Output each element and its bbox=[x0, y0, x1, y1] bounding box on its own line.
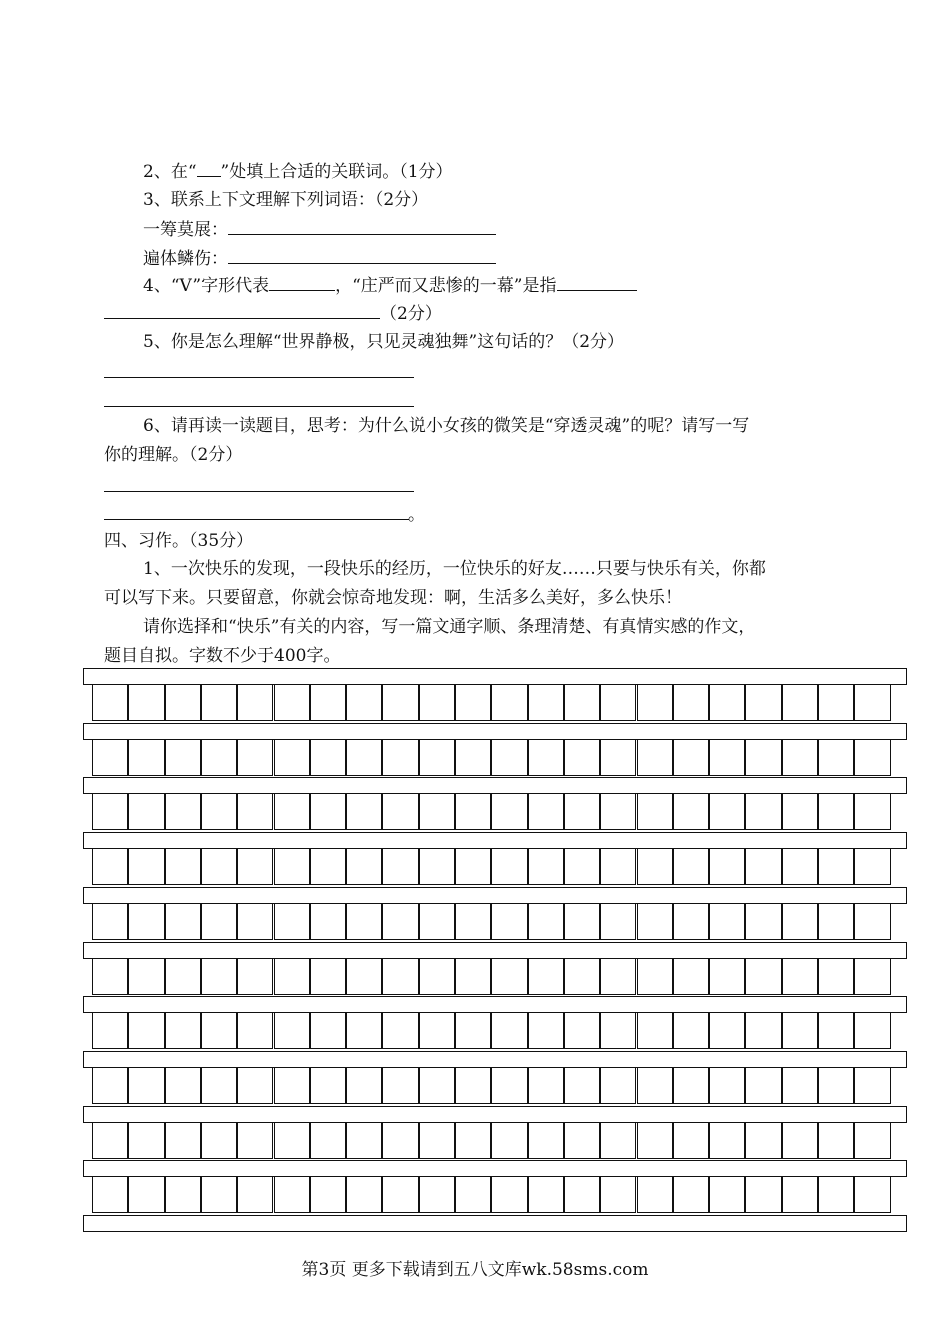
q6-answer-line-1[interactable] bbox=[104, 491, 414, 492]
grid-cell[interactable] bbox=[165, 958, 201, 995]
grid-cell[interactable] bbox=[346, 793, 382, 830]
grid-cell[interactable] bbox=[201, 903, 237, 940]
grid-cell[interactable] bbox=[237, 958, 273, 995]
grid-cell[interactable] bbox=[600, 1067, 636, 1104]
grid-cell[interactable] bbox=[274, 1122, 310, 1159]
grid-cell[interactable] bbox=[600, 684, 636, 721]
grid-cell[interactable] bbox=[382, 1067, 418, 1104]
grid-cell[interactable] bbox=[564, 903, 600, 940]
grid-cell[interactable] bbox=[745, 1067, 781, 1104]
grid-cell[interactable] bbox=[92, 903, 128, 940]
grid-cell[interactable] bbox=[637, 1122, 673, 1159]
grid-cell[interactable] bbox=[382, 739, 418, 776]
grid-cell[interactable] bbox=[455, 1122, 491, 1159]
grid-cell[interactable] bbox=[419, 684, 455, 721]
page-footer: 第3页 更多下载请到五八文库wk.58sms.com bbox=[301, 1260, 649, 1280]
grid-cell[interactable] bbox=[782, 793, 818, 830]
grid-cell[interactable] bbox=[782, 739, 818, 776]
grid-cell[interactable] bbox=[165, 1067, 201, 1104]
grid-spacer-band bbox=[83, 1106, 907, 1123]
grid-cell[interactable] bbox=[92, 793, 128, 830]
grid-cell[interactable] bbox=[491, 903, 527, 940]
grid-cell[interactable] bbox=[854, 793, 890, 830]
grid-cell[interactable] bbox=[310, 684, 346, 721]
grid-cell[interactable] bbox=[491, 1176, 527, 1213]
question-6-line-1: 6、请再读一读题目，思考：为什么说小女孩的微笑是“穿透灵魂”的呢？请写一写 bbox=[143, 416, 750, 436]
grid-cell[interactable] bbox=[637, 1067, 673, 1104]
grid-cell[interactable] bbox=[818, 739, 854, 776]
grid-cell[interactable] bbox=[419, 1122, 455, 1159]
grid-cell[interactable] bbox=[310, 1012, 346, 1049]
grid-cell[interactable] bbox=[382, 958, 418, 995]
grid-cell[interactable] bbox=[92, 1122, 128, 1159]
grid-cell[interactable] bbox=[528, 1067, 564, 1104]
grid-cell[interactable] bbox=[274, 739, 310, 776]
grid-cell[interactable] bbox=[600, 1176, 636, 1213]
grid-cell[interactable] bbox=[673, 793, 709, 830]
grid-cell[interactable] bbox=[491, 1067, 527, 1104]
grid-cell[interactable] bbox=[637, 848, 673, 885]
grid-cell[interactable] bbox=[310, 1122, 346, 1159]
grid-spacer-band bbox=[83, 1160, 907, 1177]
grid-cell[interactable] bbox=[128, 739, 164, 776]
grid-cell[interactable] bbox=[491, 684, 527, 721]
grid-cell[interactable] bbox=[637, 903, 673, 940]
grid-cell[interactable] bbox=[745, 848, 781, 885]
grid-cell[interactable] bbox=[528, 1012, 564, 1049]
grid-cell[interactable] bbox=[455, 958, 491, 995]
grid-cell[interactable] bbox=[382, 793, 418, 830]
grid-cell[interactable] bbox=[92, 739, 128, 776]
grid-cell[interactable] bbox=[382, 848, 418, 885]
grid-cell[interactable] bbox=[128, 793, 164, 830]
grid-cell[interactable] bbox=[346, 1176, 382, 1213]
grid-cell[interactable] bbox=[782, 1176, 818, 1213]
grid-cell[interactable] bbox=[854, 739, 890, 776]
grid-cell[interactable] bbox=[564, 739, 600, 776]
grid-cell[interactable] bbox=[128, 1012, 164, 1049]
grid-cell[interactable] bbox=[782, 848, 818, 885]
grid-cell[interactable] bbox=[818, 958, 854, 995]
q2-blank[interactable] bbox=[197, 160, 221, 177]
section-4-p1-line1: 1、一次快乐的发现，一段快乐的经历，一位快乐的好友……只要与快乐有关，你都 bbox=[143, 559, 766, 579]
grid-cell[interactable] bbox=[419, 1176, 455, 1213]
grid-cell[interactable] bbox=[310, 793, 346, 830]
grid-cell[interactable] bbox=[745, 958, 781, 995]
grid-cell[interactable] bbox=[274, 903, 310, 940]
grid-cell[interactable] bbox=[237, 793, 273, 830]
grid-cell[interactable] bbox=[455, 1176, 491, 1213]
grid-cell[interactable] bbox=[165, 739, 201, 776]
grid-cell[interactable] bbox=[818, 903, 854, 940]
grid-cell[interactable] bbox=[854, 1012, 890, 1049]
grid-cell[interactable] bbox=[92, 1012, 128, 1049]
grid-cell[interactable] bbox=[564, 958, 600, 995]
grid-cell[interactable] bbox=[346, 848, 382, 885]
grid-cell[interactable] bbox=[165, 793, 201, 830]
grid-cell[interactable] bbox=[274, 1176, 310, 1213]
grid-cell[interactable] bbox=[854, 1122, 890, 1159]
q2-suffix: ”处填上合适的关联词。（1分） bbox=[220, 162, 453, 182]
grid-cell[interactable] bbox=[491, 793, 527, 830]
q3-word-2 bbox=[143, 247, 496, 270]
q4-part1: 4、“V”字形代表 bbox=[143, 276, 270, 296]
grid-cell[interactable] bbox=[237, 1122, 273, 1159]
question-6-line-2: 你的理解。（2分） bbox=[104, 445, 243, 465]
grid-cell[interactable] bbox=[528, 1122, 564, 1159]
grid-cell[interactable] bbox=[600, 1122, 636, 1159]
grid-spacer-band bbox=[83, 668, 907, 685]
grid-cell[interactable] bbox=[709, 958, 745, 995]
grid-cell[interactable] bbox=[782, 684, 818, 721]
grid-cell[interactable] bbox=[346, 1067, 382, 1104]
grid-cell[interactable] bbox=[673, 684, 709, 721]
grid-cell[interactable] bbox=[92, 684, 128, 721]
grid-cell[interactable] bbox=[564, 793, 600, 830]
grid-cell[interactable] bbox=[165, 848, 201, 885]
q4-blank-1[interactable] bbox=[269, 274, 335, 291]
grid-cell[interactable] bbox=[564, 684, 600, 721]
grid-cell[interactable] bbox=[854, 1176, 890, 1213]
grid-cell[interactable] bbox=[382, 1176, 418, 1213]
q3-word-2-label: 遍体鳞伤： bbox=[143, 249, 228, 269]
q4-part2: ，“庄严而又悲惨的一幕”是指 bbox=[335, 276, 557, 296]
grid-cell[interactable] bbox=[528, 739, 564, 776]
grid-cell[interactable] bbox=[310, 739, 346, 776]
grid-cell[interactable] bbox=[673, 958, 709, 995]
grid-cell[interactable] bbox=[310, 958, 346, 995]
grid-cell[interactable] bbox=[419, 848, 455, 885]
grid-cell[interactable] bbox=[600, 848, 636, 885]
grid-cell[interactable] bbox=[564, 1067, 600, 1104]
grid-cell[interactable] bbox=[782, 1122, 818, 1159]
grid-cell[interactable] bbox=[310, 848, 346, 885]
grid-cell[interactable] bbox=[782, 958, 818, 995]
grid-cell[interactable] bbox=[818, 684, 854, 721]
grid-cell[interactable] bbox=[274, 1012, 310, 1049]
grid-cell[interactable] bbox=[274, 684, 310, 721]
section-4-p2-line1: 请你选择和“快乐”有关的内容，写一篇文通字顺、条理清楚、有真情实感的作文， bbox=[143, 617, 756, 637]
question-2 bbox=[143, 160, 453, 183]
grid-cell[interactable] bbox=[237, 684, 273, 721]
grid-cell[interactable] bbox=[745, 1122, 781, 1159]
question-3-title: 3、联系上下文理解下列词语：（2分） bbox=[143, 190, 429, 210]
q3-word-1 bbox=[143, 218, 496, 241]
q4-score: （2分） bbox=[380, 304, 442, 324]
grid-cell[interactable] bbox=[600, 793, 636, 830]
grid-cell[interactable] bbox=[382, 1012, 418, 1049]
grid-cell[interactable] bbox=[600, 958, 636, 995]
grid-cell[interactable] bbox=[491, 1012, 527, 1049]
q2-prefix: 2、在“ bbox=[143, 162, 197, 182]
grid-cell[interactable] bbox=[165, 1176, 201, 1213]
grid-cell[interactable] bbox=[455, 1012, 491, 1049]
grid-cell[interactable] bbox=[382, 1122, 418, 1159]
grid-cell[interactable] bbox=[128, 958, 164, 995]
grid-cell[interactable] bbox=[745, 1012, 781, 1049]
grid-cell[interactable] bbox=[491, 739, 527, 776]
grid-cell[interactable] bbox=[201, 793, 237, 830]
section-4-title: 四、习作。（35分） bbox=[104, 531, 254, 551]
grid-cell[interactable] bbox=[673, 848, 709, 885]
question-4 bbox=[143, 274, 637, 297]
grid-spacer-band bbox=[83, 832, 907, 849]
grid-cell[interactable] bbox=[310, 1176, 346, 1213]
grid-cell[interactable] bbox=[237, 739, 273, 776]
grid-cell[interactable] bbox=[237, 1176, 273, 1213]
grid-cell[interactable] bbox=[673, 1067, 709, 1104]
grid-cell[interactable] bbox=[637, 958, 673, 995]
grid-cell[interactable] bbox=[673, 1122, 709, 1159]
question-5: 5、你是怎么理解“世界静极，只见灵魂独舞”这句话的？（2分） bbox=[143, 332, 625, 352]
grid-cell[interactable] bbox=[346, 903, 382, 940]
q5-answer-line-2[interactable] bbox=[104, 406, 414, 407]
q4-blank-3[interactable] bbox=[104, 302, 380, 319]
grid-cell[interactable] bbox=[600, 903, 636, 940]
grid-cell[interactable] bbox=[201, 684, 237, 721]
grid-cell[interactable] bbox=[854, 848, 890, 885]
grid-cell[interactable] bbox=[419, 1012, 455, 1049]
grid-cell[interactable] bbox=[637, 684, 673, 721]
grid-cell[interactable] bbox=[818, 1012, 854, 1049]
grid-cell[interactable] bbox=[165, 1122, 201, 1159]
grid-cell[interactable] bbox=[528, 793, 564, 830]
grid-cell[interactable] bbox=[491, 1122, 527, 1159]
grid-cell[interactable] bbox=[782, 1012, 818, 1049]
q6-end-mark: 。 bbox=[408, 505, 425, 525]
grid-spacer-band bbox=[83, 1051, 907, 1068]
grid-cell[interactable] bbox=[782, 903, 818, 940]
grid-cell[interactable] bbox=[346, 1122, 382, 1159]
grid-cell[interactable] bbox=[600, 739, 636, 776]
grid-cell[interactable] bbox=[709, 1012, 745, 1049]
grid-cell[interactable] bbox=[528, 1176, 564, 1213]
grid-cell[interactable] bbox=[818, 1176, 854, 1213]
grid-cell[interactable] bbox=[564, 1122, 600, 1159]
grid-cell[interactable] bbox=[491, 958, 527, 995]
grid-cell[interactable] bbox=[818, 1122, 854, 1159]
grid-cell[interactable] bbox=[673, 739, 709, 776]
grid-cell[interactable] bbox=[637, 739, 673, 776]
grid-cell[interactable] bbox=[745, 793, 781, 830]
grid-cell[interactable] bbox=[637, 1176, 673, 1213]
grid-cell[interactable] bbox=[455, 1067, 491, 1104]
section-4-p2-line2: 题目自拟。字数不少于400字。 bbox=[104, 646, 341, 666]
grid-spacer-band bbox=[83, 942, 907, 959]
grid-cell[interactable] bbox=[201, 848, 237, 885]
grid-cell[interactable] bbox=[346, 739, 382, 776]
grid-cell[interactable] bbox=[128, 1176, 164, 1213]
grid-cell[interactable] bbox=[165, 684, 201, 721]
q3-word-2-blank[interactable] bbox=[228, 247, 496, 264]
grid-cell[interactable] bbox=[637, 793, 673, 830]
grid-spacer-band bbox=[83, 996, 907, 1013]
grid-cell[interactable] bbox=[128, 848, 164, 885]
grid-cell[interactable] bbox=[201, 1122, 237, 1159]
grid-cell[interactable] bbox=[201, 958, 237, 995]
grid-cell[interactable] bbox=[745, 684, 781, 721]
grid-spacer-band bbox=[83, 887, 907, 904]
grid-spacer-band bbox=[83, 777, 907, 794]
q4-blank-2[interactable] bbox=[557, 274, 637, 291]
q6-answer-line-2[interactable] bbox=[104, 519, 409, 520]
grid-cell[interactable] bbox=[274, 848, 310, 885]
grid-cell[interactable] bbox=[201, 1176, 237, 1213]
grid-cell[interactable] bbox=[673, 1176, 709, 1213]
grid-cell[interactable] bbox=[419, 1067, 455, 1104]
grid-cell[interactable] bbox=[201, 1067, 237, 1104]
grid-cell[interactable] bbox=[128, 1122, 164, 1159]
grid-cell[interactable] bbox=[165, 1012, 201, 1049]
grid-cell[interactable] bbox=[92, 958, 128, 995]
grid-cell[interactable] bbox=[709, 1067, 745, 1104]
grid-cell[interactable] bbox=[128, 1067, 164, 1104]
grid-cell[interactable] bbox=[92, 1176, 128, 1213]
grid-cell[interactable] bbox=[854, 903, 890, 940]
grid-cell[interactable] bbox=[419, 903, 455, 940]
grid-cell[interactable] bbox=[237, 1012, 273, 1049]
q3-word-1-blank[interactable] bbox=[228, 218, 496, 235]
grid-cell[interactable] bbox=[92, 1067, 128, 1104]
grid-cell[interactable] bbox=[709, 793, 745, 830]
grid-cell[interactable] bbox=[92, 848, 128, 885]
grid-cell[interactable] bbox=[528, 848, 564, 885]
grid-cell[interactable] bbox=[673, 1012, 709, 1049]
grid-cell[interactable] bbox=[818, 848, 854, 885]
grid-cell[interactable] bbox=[709, 903, 745, 940]
grid-cell[interactable] bbox=[564, 848, 600, 885]
grid-cell[interactable] bbox=[274, 793, 310, 830]
grid-cell[interactable] bbox=[854, 1067, 890, 1104]
grid-spacer-band bbox=[83, 723, 907, 740]
grid-cell[interactable] bbox=[201, 739, 237, 776]
grid-cell[interactable] bbox=[709, 1122, 745, 1159]
grid-cell[interactable] bbox=[455, 848, 491, 885]
grid-cell[interactable] bbox=[637, 1012, 673, 1049]
grid-cell[interactable] bbox=[673, 903, 709, 940]
grid-cell[interactable] bbox=[346, 958, 382, 995]
q3-word-1-label: 一筹莫展： bbox=[143, 220, 228, 240]
grid-cell[interactable] bbox=[274, 1067, 310, 1104]
grid-cell[interactable] bbox=[600, 1012, 636, 1049]
grid-cell[interactable] bbox=[382, 684, 418, 721]
grid-spacer-band bbox=[83, 1215, 907, 1232]
grid-cell[interactable] bbox=[419, 793, 455, 830]
grid-cell[interactable] bbox=[165, 903, 201, 940]
grid-cell[interactable] bbox=[854, 684, 890, 721]
question-4-cont bbox=[104, 302, 442, 325]
grid-cell[interactable] bbox=[310, 1067, 346, 1104]
grid-cell[interactable] bbox=[709, 848, 745, 885]
grid-cell[interactable] bbox=[346, 1012, 382, 1049]
grid-cell[interactable] bbox=[346, 684, 382, 721]
q5-answer-line-1[interactable] bbox=[104, 377, 414, 378]
grid-cell[interactable] bbox=[310, 903, 346, 940]
grid-cell[interactable] bbox=[528, 903, 564, 940]
grid-cell[interactable] bbox=[419, 739, 455, 776]
grid-cell[interactable] bbox=[274, 958, 310, 995]
grid-cell[interactable] bbox=[818, 793, 854, 830]
grid-cell[interactable] bbox=[201, 1012, 237, 1049]
grid-cell[interactable] bbox=[709, 1176, 745, 1213]
grid-cell[interactable] bbox=[455, 793, 491, 830]
grid-cell[interactable] bbox=[818, 1067, 854, 1104]
grid-cell[interactable] bbox=[419, 958, 455, 995]
grid-cell[interactable] bbox=[745, 1176, 781, 1213]
grid-cell[interactable] bbox=[455, 739, 491, 776]
grid-cell[interactable] bbox=[128, 684, 164, 721]
grid-cell[interactable] bbox=[745, 903, 781, 940]
section-4-p1-line2: 可以写下来。只要留意，你就会惊奇地发现：啊，生活多么美好，多么快乐！ bbox=[104, 588, 682, 608]
grid-cell[interactable] bbox=[237, 848, 273, 885]
grid-cell[interactable] bbox=[745, 739, 781, 776]
grid-cell[interactable] bbox=[237, 1067, 273, 1104]
grid-cell[interactable] bbox=[128, 903, 164, 940]
grid-cell[interactable] bbox=[455, 684, 491, 721]
grid-cell[interactable] bbox=[709, 684, 745, 721]
grid-cell[interactable] bbox=[528, 684, 564, 721]
grid-cell[interactable] bbox=[782, 1067, 818, 1104]
grid-cell[interactable] bbox=[382, 903, 418, 940]
grid-cell[interactable] bbox=[528, 958, 564, 995]
grid-cell[interactable] bbox=[237, 903, 273, 940]
grid-cell[interactable] bbox=[709, 739, 745, 776]
grid-cell[interactable] bbox=[854, 958, 890, 995]
grid-cell[interactable] bbox=[455, 903, 491, 940]
grid-cell[interactable] bbox=[491, 848, 527, 885]
grid-cell[interactable] bbox=[564, 1176, 600, 1213]
grid-cell[interactable] bbox=[564, 1012, 600, 1049]
